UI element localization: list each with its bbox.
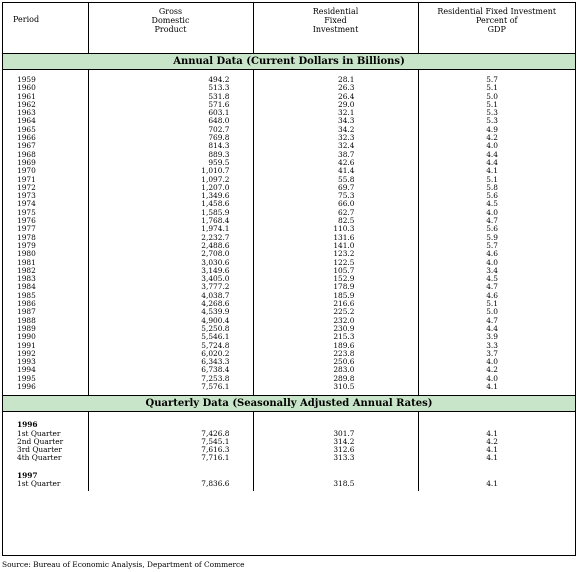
cell-gdp: 7,545.1 (88, 438, 253, 446)
cell-period: 1963 (3, 109, 88, 117)
cell-pct: 3.4 (486, 265, 498, 275)
cell-rfi: 42.6 (253, 159, 418, 167)
cell-pct: 4.6 (486, 249, 498, 259)
cell-period: 1970 (3, 167, 88, 175)
cell-gdp: 2,232.7 (88, 234, 253, 242)
cell-gdp: 3,149.6 (88, 267, 253, 275)
cell-pct: 5.8 (486, 182, 498, 192)
cell-period: 4th Quarter (3, 454, 88, 462)
cell-rfi: 216.6 (253, 300, 418, 308)
cell-pct: 4.4 (486, 157, 498, 167)
cell-period: 1959 (3, 76, 88, 84)
cell-period: 1993 (3, 358, 88, 366)
cell-pct: 5.3 (486, 116, 498, 126)
cell-gdp: 7,716.1 (88, 454, 253, 462)
quarter-row (3, 480, 575, 488)
quarter-year-label: 1996 (3, 421, 88, 429)
cell-gdp: 4,900.4 (88, 317, 253, 325)
cell-pct: 4.7 (486, 282, 498, 292)
cell-gdp: 959.5 (88, 159, 253, 167)
cell-period: 1995 (3, 375, 88, 383)
cell-period: 1990 (3, 333, 88, 341)
cell-gdp: 5,546.1 (88, 333, 253, 341)
cell-gdp: 1,974.1 (88, 225, 253, 233)
cell-pct: 4.0 (486, 257, 498, 267)
cell-pct: 5.3 (486, 108, 498, 118)
cell-gdp: 769.8 (88, 134, 253, 142)
cell-pct: 4.1 (486, 453, 498, 463)
cell-period: 1964 (3, 117, 88, 125)
cell-gdp: 2,488.6 (88, 242, 253, 250)
cell-period: 1965 (3, 126, 88, 134)
cell-period: 1975 (3, 209, 88, 217)
cell-period: 1980 (3, 250, 88, 258)
header-gdp-line3: Product (154, 25, 187, 34)
header-pct-line2: Percent of (476, 16, 518, 25)
header-gdp (88, 3, 253, 54)
cell-period: 1968 (3, 151, 88, 159)
cell-gdp: 3,777.2 (88, 283, 253, 291)
cell-gdp: 531.8 (88, 93, 253, 101)
cell-period: 1st Quarter (3, 480, 88, 488)
cell-gdp: 7,253.8 (88, 375, 253, 383)
cell-pct: 4.1 (486, 479, 498, 489)
cell-gdp: 6,738.4 (88, 366, 253, 374)
cell-rfi: 26.3 (253, 84, 418, 92)
cell-period: 2nd Quarter (3, 438, 88, 446)
cell-period: 1977 (3, 225, 88, 233)
spacer (3, 412, 575, 422)
cell-pct: 4.7 (486, 315, 498, 325)
cell-period: 1992 (3, 350, 88, 358)
cell-pct: 5.1 (486, 174, 498, 184)
cell-rfi: 141.0 (253, 242, 418, 250)
header-row (3, 3, 575, 54)
cell-rfi: 66.0 (253, 200, 418, 208)
annual-section-band (3, 54, 575, 70)
data-table-frame (2, 2, 576, 556)
cell-gdp: 3,030.6 (88, 259, 253, 267)
cell-pct: 4.4 (486, 149, 498, 159)
header-gdp-line1: Gross (158, 7, 183, 16)
cell-rfi: 250.6 (253, 358, 418, 366)
cell-gdp: 1,349.6 (88, 192, 253, 200)
cell-rfi: 232.0 (253, 317, 418, 325)
cell-period: 1960 (3, 84, 88, 92)
cell-rfi: 32.4 (253, 142, 418, 150)
cell-period: 1984 (3, 283, 88, 291)
header-rfi-line3: Investment (312, 25, 359, 34)
cell-rfi: 41.4 (253, 167, 418, 175)
cell-rfi: 223.8 (253, 350, 418, 358)
cell-gdp: 1,585.9 (88, 209, 253, 217)
cell-gdp: 6,020.2 (88, 350, 253, 358)
cell-pct: 4.2 (486, 436, 498, 446)
cell-gdp: 5,724.8 (88, 342, 253, 350)
cell-period: 1989 (3, 325, 88, 333)
cell-gdp: 1,097.2 (88, 176, 253, 184)
header-gdp-line2: Domestic (151, 16, 190, 25)
cell-pct: 5.1 (486, 99, 498, 109)
cell-pct: 4.0 (486, 141, 498, 151)
header-pct-line3: GDP (487, 25, 506, 34)
cell-period: 1988 (3, 317, 88, 325)
cell-gdp: 2,708.0 (88, 250, 253, 258)
cell-pct: 4.4 (486, 323, 498, 333)
cell-pct: 3.3 (486, 340, 498, 350)
cell-rfi: 34.3 (253, 117, 418, 125)
cell-gdp: 3,405.0 (88, 275, 253, 283)
cell-pct: 3.7 (486, 348, 498, 358)
quarter-year-label: 1997 (3, 472, 88, 480)
cell-period: 1st Quarter (3, 430, 88, 438)
cell-period: 1981 (3, 259, 88, 267)
header-rfi-line1: Residential (312, 7, 359, 16)
cell-pct: 4.1 (486, 428, 498, 438)
cell-gdp: 7,426.8 (88, 430, 253, 438)
cell-rfi: 312.6 (253, 446, 418, 454)
cell-rfi: 289.8 (253, 375, 418, 383)
cell-period: 1983 (3, 275, 88, 283)
cell-rfi: 301.7 (253, 430, 418, 438)
header-pct-line1: Residential Fixed Investment (437, 7, 557, 16)
cell-rfi: 283.0 (253, 366, 418, 374)
cell-gdp: 889.3 (88, 151, 253, 159)
cell-gdp: 4,539.9 (88, 308, 253, 316)
cell-period: 1978 (3, 234, 88, 242)
cell-period: 3rd Quarter (3, 446, 88, 454)
quarterly-section-title: Quarterly Data (Seasonally Adjusted Annual Rates) (3, 396, 575, 412)
cell-pct: 5.7 (486, 240, 498, 250)
cell-gdp: 4,268.6 (88, 300, 253, 308)
gdp-residential-investment-table (3, 3, 575, 491)
cell-pct: 4.7 (486, 216, 498, 226)
cell-rfi: 110.3 (253, 225, 418, 233)
quarter-row (3, 454, 575, 462)
cell-pct: 4.2 (486, 133, 498, 143)
cell-gdp: 603.1 (88, 109, 253, 117)
cell-period: 1994 (3, 366, 88, 374)
cell-pct: 4.0 (486, 357, 498, 367)
spacer (3, 488, 575, 491)
cell-pct: 5.1 (486, 83, 498, 93)
cell-period: 1966 (3, 134, 88, 142)
cell-rfi: 55.8 (253, 176, 418, 184)
cell-pct: 4.0 (486, 373, 498, 383)
header-rfi (253, 3, 418, 54)
header-period: Period (3, 3, 88, 54)
cell-pct: 4.0 (486, 207, 498, 217)
cell-pct: 5.9 (486, 232, 498, 242)
cell-rfi: 178.9 (253, 283, 418, 291)
cell-pct: 3.9 (486, 332, 498, 342)
cell-gdp: 6,343.3 (88, 358, 253, 366)
cell-gdp: 513.3 (88, 84, 253, 92)
spacer (3, 463, 575, 472)
cell-period: 1973 (3, 192, 88, 200)
cell-pct: 4.6 (486, 290, 498, 300)
cell-pct: 5.0 (486, 91, 498, 101)
cell-period: 1991 (3, 342, 88, 350)
cell-period: 1986 (3, 300, 88, 308)
cell-period: 1971 (3, 176, 88, 184)
cell-rfi: 32.3 (253, 134, 418, 142)
cell-rfi: 38.7 (253, 151, 418, 159)
cell-gdp: 7,576.1 (88, 383, 253, 391)
cell-rfi: 152.9 (253, 275, 418, 283)
cell-pct: 4.9 (486, 124, 498, 134)
cell-rfi: 310.5 (253, 383, 418, 391)
cell-period: 1974 (3, 200, 88, 208)
quarterly-section-band (3, 396, 575, 412)
cell-pct: 4.1 (486, 166, 498, 176)
cell-period: 1979 (3, 242, 88, 250)
cell-pct: 4.1 (486, 381, 498, 391)
cell-gdp: 7,836.6 (88, 480, 253, 488)
header-pct (418, 3, 575, 54)
cell-period: 1972 (3, 184, 88, 192)
cell-pct: 5.0 (486, 307, 498, 317)
cell-period: 1976 (3, 217, 88, 225)
cell-period: 1962 (3, 101, 88, 109)
cell-pct: 4.5 (486, 274, 498, 284)
cell-pct: 5.6 (486, 191, 498, 201)
cell-rfi: 189.6 (253, 342, 418, 350)
cell-rfi: 82.5 (253, 217, 418, 225)
cell-rfi: 62.7 (253, 209, 418, 217)
cell-gdp: 5,250.8 (88, 325, 253, 333)
cell-period: 1961 (3, 93, 88, 101)
cell-gdp: 702.7 (88, 126, 253, 134)
cell-period: 1982 (3, 267, 88, 275)
cell-gdp: 4,038.7 (88, 292, 253, 300)
cell-period: 1969 (3, 159, 88, 167)
cell-period: 1967 (3, 142, 88, 150)
annual-row (3, 383, 575, 391)
cell-period: 1985 (3, 292, 88, 300)
cell-rfi: 75.3 (253, 192, 418, 200)
cell-rfi: 69.7 (253, 184, 418, 192)
cell-pct: 4.1 (486, 445, 498, 455)
source-note: Source: Bureau of Economic Analysis, Department of Commerce (2, 560, 245, 569)
cell-gdp: 7,616.3 (88, 446, 253, 454)
cell-rfi: 215.3 (253, 333, 418, 341)
cell-pct: 5.1 (486, 299, 498, 309)
cell-pct: 5.7 (486, 75, 498, 84)
cell-rfi: 225.2 (253, 308, 418, 316)
cell-gdp: 814.3 (88, 142, 253, 150)
cell-pct: 4.5 (486, 199, 498, 209)
cell-gdp: 1,207.0 (88, 184, 253, 192)
cell-rfi: 26.4 (253, 93, 418, 101)
header-rfi-line2: Fixed (324, 16, 347, 25)
cell-rfi: 34.2 (253, 126, 418, 134)
cell-rfi: 32.1 (253, 109, 418, 117)
cell-pct: 4.2 (486, 365, 498, 375)
cell-rfi: 318.5 (253, 480, 418, 488)
cell-rfi: 28.1 (253, 76, 418, 84)
cell-rfi: 105.7 (253, 267, 418, 275)
cell-period: 1996 (3, 383, 88, 391)
annual-section-title: Annual Data (Current Dollars in Billions) (3, 54, 575, 70)
cell-gdp: 1,458.6 (88, 200, 253, 208)
cell-rfi: 230.9 (253, 325, 418, 333)
cell-rfi: 29.0 (253, 101, 418, 109)
cell-gdp: 648.0 (88, 117, 253, 125)
cell-gdp: 571.6 (88, 101, 253, 109)
cell-gdp: 1,010.7 (88, 167, 253, 175)
cell-rfi: 313.3 (253, 454, 418, 462)
cell-rfi: 185.9 (253, 292, 418, 300)
cell-rfi: 314.2 (253, 438, 418, 446)
cell-rfi: 131.6 (253, 234, 418, 242)
cell-rfi: 123.2 (253, 250, 418, 258)
cell-period: 1987 (3, 308, 88, 316)
cell-gdp: 1,768.4 (88, 217, 253, 225)
cell-gdp: 494.2 (88, 76, 253, 84)
cell-rfi: 122.5 (253, 259, 418, 267)
cell-pct: 5.6 (486, 224, 498, 234)
